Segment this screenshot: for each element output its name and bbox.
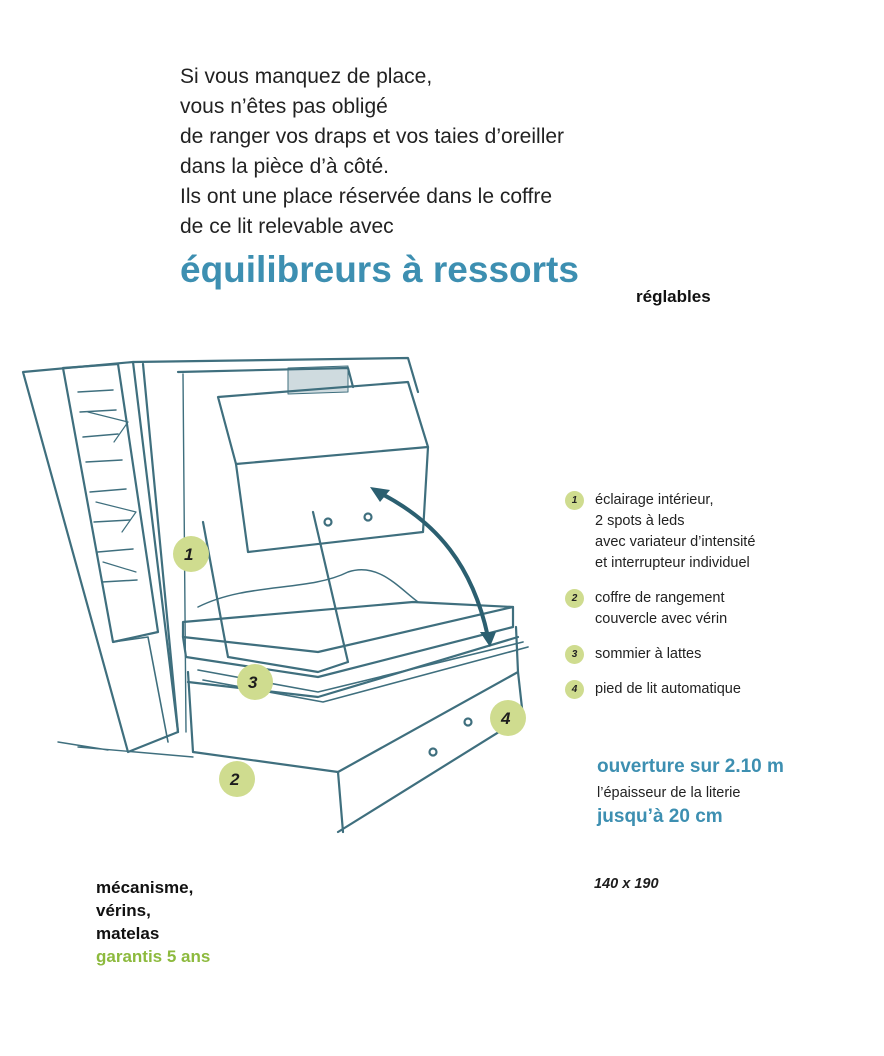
legend-line: et interrupteur individuel bbox=[595, 555, 750, 571]
thickness-spec: jusqu’à 20 cm bbox=[597, 806, 723, 827]
legend-line: couvercle avec vérin bbox=[595, 611, 728, 627]
bed-size: 140 x 190 bbox=[594, 876, 659, 892]
headline-subtitle: réglables bbox=[636, 287, 711, 306]
legend-item bbox=[565, 588, 865, 630]
mattress bbox=[183, 570, 528, 702]
intro-line: de ranger vos draps et vos taies d’oreiller bbox=[180, 125, 565, 148]
guarantee-line: matelas bbox=[96, 924, 160, 943]
legend-item bbox=[565, 490, 865, 574]
legend bbox=[565, 490, 865, 714]
callout-2 bbox=[219, 761, 255, 797]
opening-spec: ouverture sur 2.10 m bbox=[597, 756, 784, 777]
guarantee-line: mécanisme, bbox=[96, 878, 194, 897]
callout-4 bbox=[490, 700, 526, 736]
intro-line: de ce lit relevable avec bbox=[180, 215, 394, 238]
callout-3 bbox=[237, 664, 273, 700]
callout-4-label: 4 bbox=[501, 709, 511, 728]
legend-line: éclairage intérieur, bbox=[595, 492, 714, 508]
callout-1 bbox=[173, 536, 209, 572]
intro-line: Si vous manquez de place, bbox=[180, 65, 433, 88]
legend-badge: 4 bbox=[565, 680, 584, 699]
legend-line: coffre de rangement bbox=[595, 590, 725, 606]
legend-item bbox=[565, 679, 865, 700]
legend-badge: 3 bbox=[565, 645, 584, 664]
legend-badge: 2 bbox=[565, 589, 584, 608]
legend-line: avec variateur d’intensité bbox=[595, 534, 756, 550]
intro-line: dans la pièce d’à côté. bbox=[180, 155, 389, 178]
bed-sketch bbox=[18, 352, 563, 862]
legend-line: 2 spots à leds bbox=[595, 513, 685, 529]
guarantee-line: vérins, bbox=[96, 901, 151, 920]
legend-badge: 1 bbox=[565, 491, 584, 510]
guarantee-block bbox=[96, 876, 210, 968]
headline: équilibreurs à ressorts bbox=[180, 249, 579, 290]
wardrobe-cabinet bbox=[23, 362, 193, 757]
opening-arrow bbox=[378, 492, 488, 637]
intro-text bbox=[180, 62, 740, 292]
legend-line: pied de lit automatique bbox=[595, 681, 741, 697]
callout-1-label: 1 bbox=[184, 545, 194, 564]
callout-2-label: 2 bbox=[230, 770, 240, 789]
intro-line: vous n’êtes pas obligé bbox=[180, 95, 388, 118]
legend-line: sommier à lattes bbox=[595, 646, 702, 662]
legend-item bbox=[565, 644, 865, 665]
callout-3-label: 3 bbox=[248, 673, 258, 692]
intro-line: Ils ont une place réservée dans le coffre bbox=[180, 185, 553, 208]
guarantee-highlight: garantis 5 ans bbox=[96, 947, 211, 966]
lid-panel bbox=[218, 382, 428, 552]
thickness-label: l’épaisseur de la literie bbox=[597, 785, 741, 801]
